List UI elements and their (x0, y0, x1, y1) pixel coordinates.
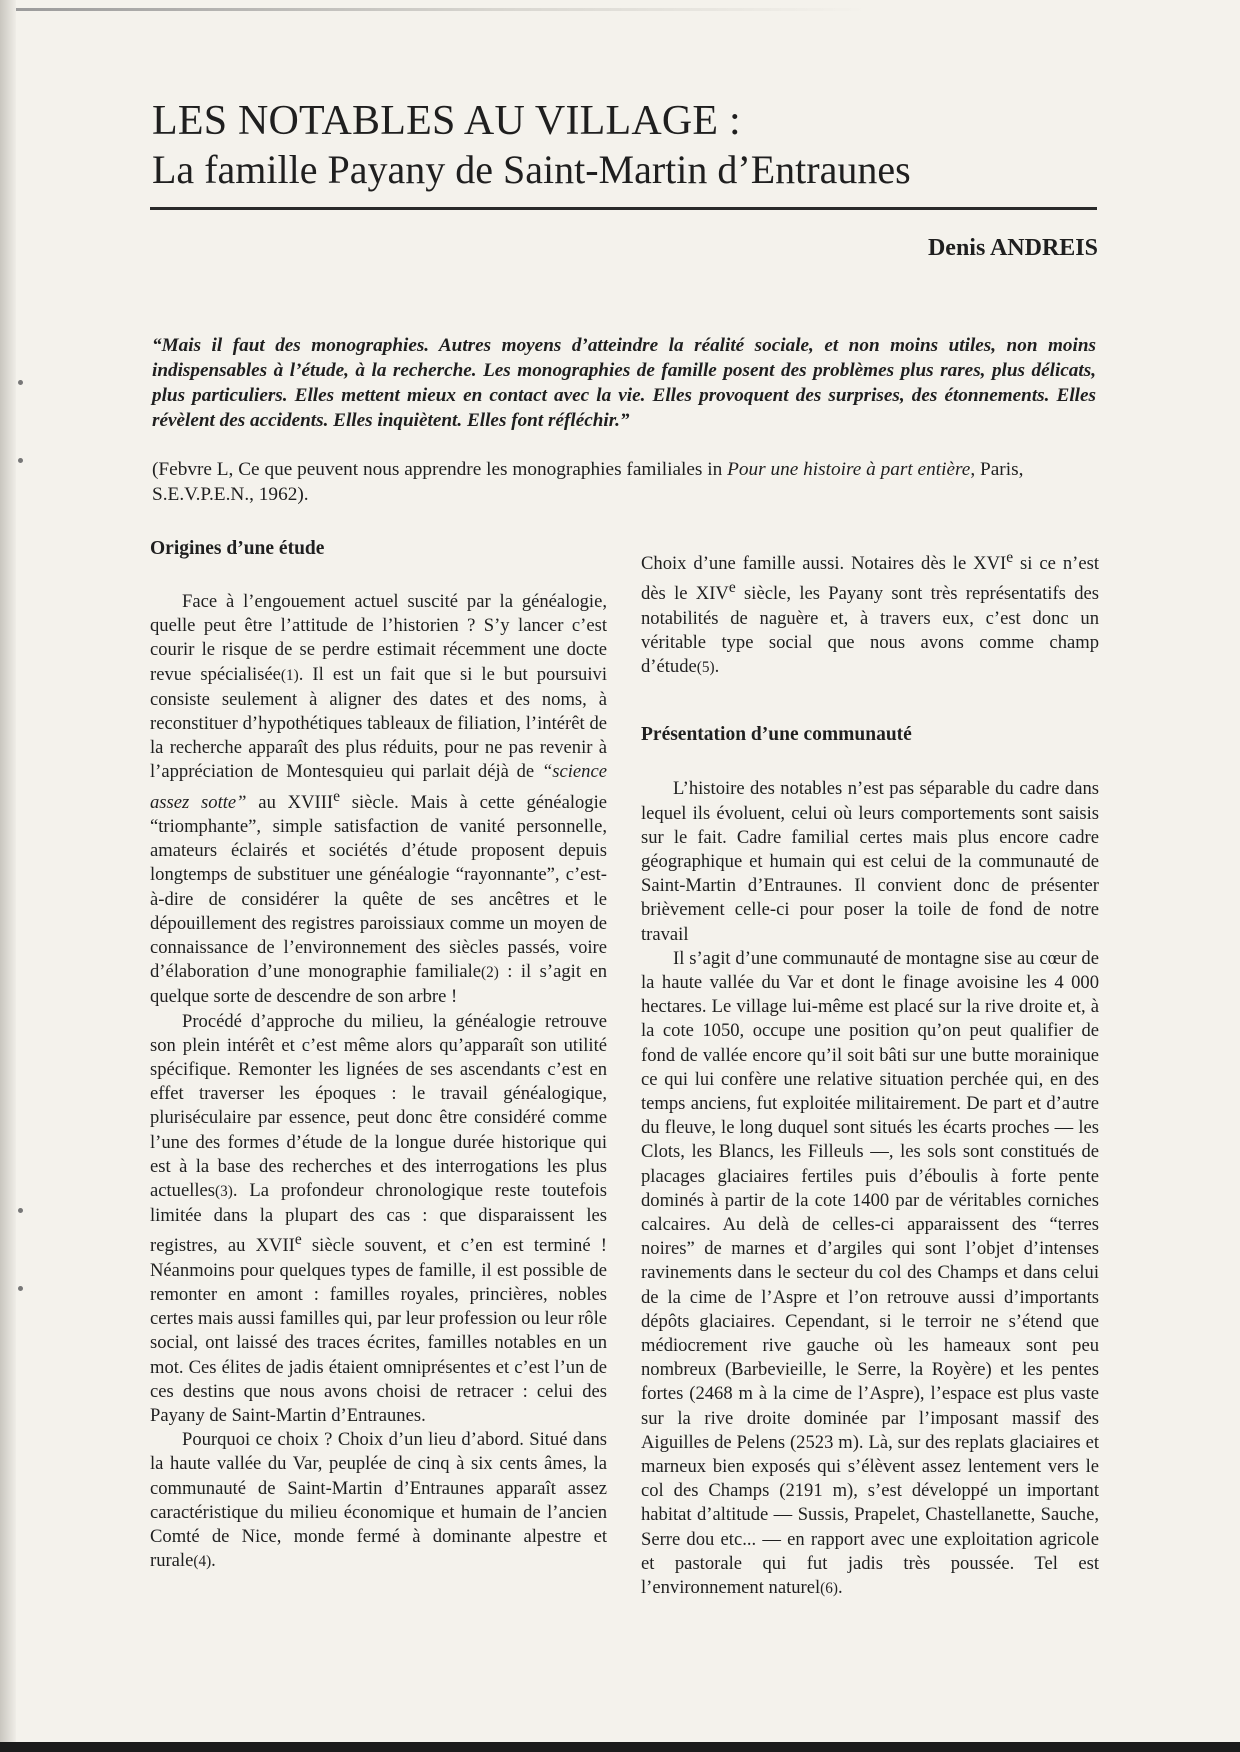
article-title: LES NOTABLES AU VILLAGE : (152, 98, 741, 144)
footnote-ref: (6) (820, 1580, 838, 1598)
epigraph-quote: “Mais il faut des monographies. Autres moyens d’atteindre la réalité sociale, et non moins utiles, non moins indispensables à l’étude, à la recherche. Les monographies de famille posent des problèmes plus rares, plus délicats, plus particuliers. Elles mettent mieux en contact avec la vie. Elles provoquent des surprises, des étonnements. Elles révèlent des accidents. Elles inquiètent. Elles font réfléchir.” (152, 335, 1096, 431)
paragraph: Face à l’engouement actuel suscité par la généalogie, quelle peut être l’attitude de l’historien ? S’y lancer c’est courir le risque de se perdre estimait récemment une docte revue spécialisée(1). Il est un fait que si le but poursuivi consiste seulement à aligner des dates et des noms, à reconstituer d’hypothétiques tableaux de filiation, l’intérêt de la recherche apparaît des plus réduits, pour ne pas revenir à l’appréciation de Montesquieu qui parlait déjà de “science assez sotte” au XVIIIe siècle. Mais à cette généalogie “triomphante”, simple satisfaction de vanité personnelle, amateurs éclairés et sociétés d’étude proposent depuis longtemps de substituer une généalogie “rayonnante”, c’est-à-dire de considérer la quête de ses ancêtres et le dépouillement des registres paroissiaux comme un moyen de connaissance de l’environnement des siècles passés, voire d’élaboration d’une monographie familiale(2) : il s’agit en quelque sorte de descendre de son arbre ! (150, 591, 607, 1008)
paragraph: Pourquoi ce choix ? Choix d’un lieu d’abord. Situé dans la haute vallée du Var, peuplée de cinq à six cents âmes, la communauté de Saint-Martin d’Entraunes apparaît assez caractéristique du milieu économique et humain de l’ancien Comté de Nice, monde fermé à dominante alpestre et rurale(4). (150, 1429, 607, 1572)
footnote-ref: (3) (215, 1183, 233, 1201)
paragraph: Procédé d’approche du milieu, la généalogie retrouve son plein intérêt et c’est même alors qu’apparaît son utilité spécifique. Remonter les lignées de ses ascendants c’est en effet traverser les époques : le travail généalogique, pluriséculaire par essence, peut donc être considéré comme l’une des formes d’étude de la longue durée historique qui est à la base des recherches et des interrogations les plus actuelles(3). La profondeur chronologique reste toutefois limitée dans la plupart des cas : que disparaissent les registres, au XVIIe siècle souvent, et c’en est terminé ! Néanmoins pour quelques types de famille, il est possible de remonter en amont : familles royales, princières, nobles certes mais aussi familles qui, par leur profession ou leur rôle social, ont laissé des traces écrites, familles notables en un mot. Ces élites de jadis étaient omniprésentes et c’est l’un de ces destins que nous avons choisi de retracer : celui des Payany de Saint-Martin d’Entraunes. (150, 1010, 608, 1427)
epigraph-citation: (Febvre L, Ce que peuvent nous apprendre les monographies familiales in Pour une histoire à part entière, Paris, S.E.V.P.E.N., 1962). (152, 459, 1024, 505)
page-binding-edge (0, 0, 16, 1752)
article-author: Denis ANDREIS (927, 235, 1098, 261)
article-subtitle: La famille Payany de Saint-Martin d’Entraunes (152, 147, 911, 192)
binding-hole-mark (18, 380, 23, 385)
footnote-ref: (1) (280, 666, 299, 684)
section-heading-presentation: Présentation d’une communauté (641, 724, 912, 746)
paragraph: Il s’agit d’une communauté de montagne sise au cœur de la haute vallée du Var et dont le finage avoisine les 4 000 hectares. Le village lui-même est placé sur la rive droite et, à la cote 1050, occupe une position qu’on peut qualifier de fond de vallée encore qu’il soit bâti sur une butte morainique ce qui lui confère une relative situation perchée qui, en des temps anciens, fut exploitée militairement. De part et d’autre du fleuve, le long duquel sont situés les écarts proches — les Clots, les Blancs, les Filleuls —, les sols sont constitués de placages glaciaires fertiles puis d’éboulis à forte pente dominés à partir de la cote 1400 par de véritables corniches calcaires. Au delà de celles-ci apparaissent des “terres noires” de marnes et d’argiles qui sont l’objet d’intenses ravinements dans le secteur du col des Champs et dans celui de la cime de l’Aspre et l’on retrouve aussi d’importants dépôts glaciaires. Cependant, si le terroir ne s’étend que médiocrement rive gauche où les hameaux sont peu nombreux (Barbevieille, le Serre, la Royère) et les pentes fortes (2468 m à la cime de l’Aspre), l’espace est plus vaste sur la rive droite dominée par l’imposant massif des Aiguilles de Pelens (2523 m). Là, sur des replats glaciaires et marneux bien exposés qui s’élèvent assez lentement vers le col des Champs (2191 m), s’est développé un important habitat d’altitude — Sussis, Prapelet, Chastellanette, Sauche, Serre dou etc... — en rapport avec une exploitation agricole et pastorale qui fut jadis très poussée. Tel est l’environnement naturel(6). (641, 947, 1099, 1599)
binding-hole-mark (18, 1208, 23, 1213)
footnote-ref: (5) (696, 659, 715, 677)
paragraph: L’histoire des notables n’est pas séparable du cadre dans lequel ils évoluent, celui où leurs comportements sont saisis sur le fait. Cadre familial certes mais plus encore cadre géographique et humain qui est celui de la communauté de Saint-Martin d’Entraunes. Il convient donc de présenter brièvement celle-ci pour poser la toile de fond de notre travail (641, 778, 1099, 945)
binding-hole-mark (18, 458, 23, 463)
right-column (641, 546, 1099, 1601)
section-heading-origines: Origines d’une étude (150, 538, 325, 559)
binding-hole-mark (18, 1286, 23, 1291)
page-bottom-edge (0, 1742, 1240, 1752)
quoted-phrase: “science assez sotte” (150, 761, 607, 813)
footnote-ref: (2) (481, 964, 499, 982)
page-top-edge (0, 8, 1240, 11)
footnote-ref: (4) (193, 1553, 212, 1571)
paragraph: Choix d’une famille aussi. Notaires dès le XVIe si ce n’est dès le XIVe siècle, les Payany sont très représentatifs des notabilités de naguère et, à travers eux, c’est donc un véritable type social que nous avons comme champ d’étude(5). (641, 549, 1099, 678)
cited-book-title: Pour une histoire à part entière (727, 459, 971, 480)
title-rule (150, 207, 1097, 210)
left-column (150, 536, 607, 1575)
